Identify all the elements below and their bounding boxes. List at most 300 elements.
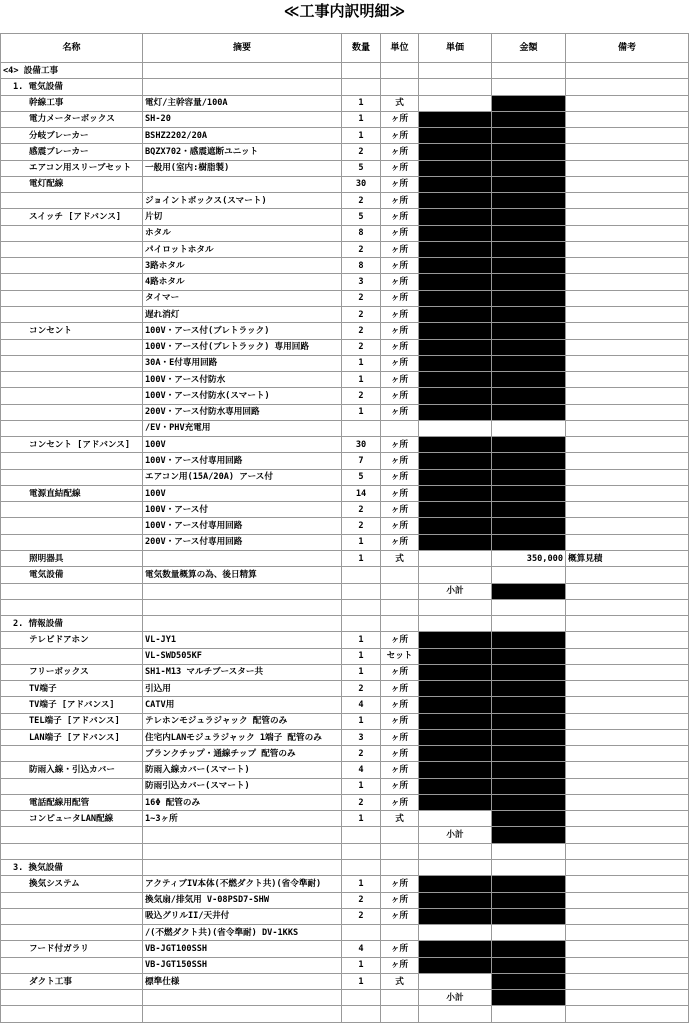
table-row [1, 193, 689, 209]
cell-remarks [566, 193, 689, 209]
table-row [1, 372, 689, 388]
cell-unit [381, 925, 419, 941]
table-row [1, 990, 689, 1006]
cell-remarks [566, 274, 689, 290]
cell-amount [492, 811, 566, 827]
cell-quantity: 2 [342, 339, 381, 355]
cell-name: コンセント [1, 323, 143, 339]
table-row [1, 599, 689, 615]
cell-unit [381, 616, 419, 632]
cell-description: 100V・アース付専用回路 [143, 453, 342, 469]
cell-amount [492, 648, 566, 664]
cell-unit: ヶ所 [381, 485, 419, 501]
cell-amount [492, 225, 566, 241]
cell-unit: ヶ所 [381, 697, 419, 713]
table-row [1, 794, 689, 810]
cell-unit-price [419, 241, 492, 257]
cell-amount [492, 144, 566, 160]
cell-amount [492, 404, 566, 420]
cell-unit: ヶ所 [381, 729, 419, 745]
cell-unit-price [419, 794, 492, 810]
cell-subtotal-label: 小計 [419, 827, 492, 843]
cell-amount [492, 876, 566, 892]
cell-amount [492, 79, 566, 95]
cell-amount [492, 437, 566, 453]
table-row [1, 729, 689, 745]
table-row [1, 144, 689, 160]
cell-unit: ヶ所 [381, 794, 419, 810]
table-row [1, 63, 689, 79]
table-row [1, 79, 689, 95]
cell-amount [492, 518, 566, 534]
cell-remarks [566, 111, 689, 127]
cell-remarks [566, 957, 689, 973]
cell-unit-price [419, 79, 492, 95]
cell-description [143, 599, 342, 615]
cell-unit [381, 79, 419, 95]
cell-amount [492, 95, 566, 111]
cell-description: 3路ホタル [143, 258, 342, 274]
cell-remarks [566, 404, 689, 420]
cell-name: テレビドアホン [1, 632, 143, 648]
cell-quantity: 5 [342, 160, 381, 176]
cell-name [1, 469, 143, 485]
table-row [1, 518, 689, 534]
cell-name [1, 225, 143, 241]
cell-quantity [342, 1006, 381, 1022]
cell-remarks [566, 128, 689, 144]
cell-amount [492, 485, 566, 501]
cell-unit [381, 63, 419, 79]
cell-description [143, 79, 342, 95]
cell-amount [492, 339, 566, 355]
cell-quantity: 2 [342, 794, 381, 810]
cell-unit: ヶ所 [381, 908, 419, 924]
cell-unit: ヶ所 [381, 534, 419, 550]
table-row [1, 746, 689, 762]
cell-amount [492, 762, 566, 778]
table-row [1, 892, 689, 908]
cell-description: 16Φ 配管のみ [143, 794, 342, 810]
cell-unit-price [419, 485, 492, 501]
cell-amount [492, 632, 566, 648]
table-row [1, 908, 689, 924]
cell-quantity: 14 [342, 485, 381, 501]
cell-quantity [342, 827, 381, 843]
cell-name [1, 534, 143, 550]
cell-unit-price [419, 63, 492, 79]
cell-unit-price [419, 957, 492, 973]
table-row [1, 550, 689, 566]
cell-unit-price [419, 811, 492, 827]
cell-remarks [566, 567, 689, 583]
cell-remarks [566, 941, 689, 957]
cell-amount [492, 843, 566, 859]
cell-unit-price [419, 550, 492, 566]
cell-quantity: 2 [342, 681, 381, 697]
cell-name: 電気設備 [1, 567, 143, 583]
cell-remarks [566, 290, 689, 306]
cell-quantity: 3 [342, 729, 381, 745]
cell-remarks [566, 729, 689, 745]
cell-quantity: 1 [342, 957, 381, 973]
cell-quantity: 1 [342, 95, 381, 111]
cell-quantity: 8 [342, 258, 381, 274]
cell-name [1, 827, 143, 843]
cell-amount [492, 1006, 566, 1022]
cell-unit: 式 [381, 95, 419, 111]
cell-description: SH-20 [143, 111, 342, 127]
cell-unit-price [419, 664, 492, 680]
cell-quantity [342, 420, 381, 436]
cell-unit [381, 827, 419, 843]
cell-unit: ヶ所 [381, 111, 419, 127]
cell-description [143, 843, 342, 859]
cell-amount [492, 860, 566, 876]
cell-remarks [566, 827, 689, 843]
table-body [1, 63, 689, 1023]
cell-remarks [566, 518, 689, 534]
cell-name [1, 746, 143, 762]
cell-amount [492, 160, 566, 176]
cell-remarks [566, 583, 689, 599]
cell-description: VL-SWD505KF [143, 648, 342, 664]
cell-amount [492, 128, 566, 144]
cell-description: 100V・アース付 [143, 502, 342, 518]
cell-unit: 式 [381, 550, 419, 566]
cell-unit: ヶ所 [381, 160, 419, 176]
cell-unit [381, 860, 419, 876]
cell-description: 200V・アース付防水専用回路 [143, 404, 342, 420]
cell-unit: ヶ所 [381, 892, 419, 908]
cell-unit: ヶ所 [381, 274, 419, 290]
cell-unit-price [419, 388, 492, 404]
cell-quantity [342, 616, 381, 632]
col-header-unit: 単位 [381, 34, 419, 63]
cell-quantity: 8 [342, 225, 381, 241]
cell-description: 電気数量概算の為、後日精算 [143, 567, 342, 583]
cell-unit-price [419, 372, 492, 388]
cell-quantity: 2 [342, 388, 381, 404]
cell-unit: ヶ所 [381, 128, 419, 144]
cell-quantity: 1 [342, 632, 381, 648]
cell-unit-price [419, 290, 492, 306]
cell-name [1, 404, 143, 420]
cell-unit-price [419, 1006, 492, 1022]
cell-unit: ヶ所 [381, 502, 419, 518]
table-row [1, 111, 689, 127]
cell-remarks [566, 632, 689, 648]
cell-description: 吸込グリルII/天井付 [143, 908, 342, 924]
cell-unit: ヶ所 [381, 388, 419, 404]
cell-name [1, 778, 143, 794]
cell-amount [492, 209, 566, 225]
cell-remarks [566, 746, 689, 762]
cell-description: 片切 [143, 209, 342, 225]
table-row [1, 632, 689, 648]
cell-quantity: 5 [342, 209, 381, 225]
cell-unit: ヶ所 [381, 241, 419, 257]
cell-remarks [566, 681, 689, 697]
cell-unit-price [419, 420, 492, 436]
cell-remarks [566, 339, 689, 355]
cell-quantity [342, 599, 381, 615]
cell-quantity: 4 [342, 762, 381, 778]
cell-description: パイロットホタル [143, 241, 342, 257]
table-row [1, 453, 689, 469]
cell-unit: ヶ所 [381, 664, 419, 680]
table-row [1, 778, 689, 794]
estimate-table [0, 33, 689, 1023]
cell-unit-price [419, 746, 492, 762]
col-header-description: 摘要 [143, 34, 342, 63]
cell-remarks [566, 355, 689, 371]
cell-unit: ヶ所 [381, 876, 419, 892]
cell-name: フード付ガラリ [1, 941, 143, 957]
cell-unit-price [419, 225, 492, 241]
cell-name: 照明器具 [1, 550, 143, 566]
cell-name [1, 290, 143, 306]
cell-unit-price [419, 306, 492, 322]
cell-remarks [566, 1006, 689, 1022]
cell-remarks [566, 225, 689, 241]
cell-unit-price [419, 860, 492, 876]
cell-unit-price [419, 713, 492, 729]
cell-name: 電力メーターボックス [1, 111, 143, 127]
cell-amount [492, 957, 566, 973]
cell-amount [492, 193, 566, 209]
cell-unit-price [419, 762, 492, 778]
cell-remarks [566, 241, 689, 257]
cell-description: VL-JY1 [143, 632, 342, 648]
cell-description: 引込用 [143, 681, 342, 697]
cell-name [1, 502, 143, 518]
cell-unit-price [419, 193, 492, 209]
cell-name [1, 274, 143, 290]
cell-quantity: 1 [342, 713, 381, 729]
cell-name [1, 843, 143, 859]
cell-description: SH1-M13 マルチブースター共 [143, 664, 342, 680]
table-row [1, 957, 689, 973]
table-row [1, 485, 689, 501]
cell-description: 200V・アース付専用回路 [143, 534, 342, 550]
cell-unit-price [419, 502, 492, 518]
cell-description [143, 583, 342, 599]
cell-unit-price [419, 616, 492, 632]
cell-name [1, 339, 143, 355]
table-row [1, 128, 689, 144]
cell-unit [381, 567, 419, 583]
cell-unit: ヶ所 [381, 372, 419, 388]
cell-remarks [566, 437, 689, 453]
cell-description: 換気扇/排気用 V-08PSD7-SHW [143, 892, 342, 908]
cell-description: 100V・アース付防水(スマート) [143, 388, 342, 404]
cell-unit-price [419, 95, 492, 111]
cell-unit-price [419, 892, 492, 908]
cell-remarks [566, 306, 689, 322]
cell-unit: ヶ所 [381, 746, 419, 762]
cell-remarks [566, 648, 689, 664]
cell-unit-price [419, 925, 492, 941]
cell-amount [492, 306, 566, 322]
cell-amount [492, 729, 566, 745]
table-row [1, 843, 689, 859]
cell-amount [492, 111, 566, 127]
cell-name: <4> 設備工事 [1, 63, 143, 79]
cell-quantity: 2 [342, 144, 381, 160]
table-row [1, 973, 689, 989]
cell-unit [381, 583, 419, 599]
cell-description: /EV・PHV充電用 [143, 420, 342, 436]
cell-remarks [566, 925, 689, 941]
col-header-name: 名称 [1, 34, 143, 63]
cell-quantity: 4 [342, 697, 381, 713]
cell-quantity [342, 79, 381, 95]
cell-description: CATV用 [143, 697, 342, 713]
cell-remarks [566, 502, 689, 518]
cell-description: 100V [143, 485, 342, 501]
cell-unit-price [419, 339, 492, 355]
cell-amount [492, 567, 566, 583]
cell-unit-price [419, 453, 492, 469]
cell-unit: ヶ所 [381, 355, 419, 371]
cell-unit-price [419, 404, 492, 420]
cell-remarks [566, 973, 689, 989]
cell-remarks [566, 697, 689, 713]
cell-name [1, 193, 143, 209]
cell-name [1, 453, 143, 469]
cell-name [1, 990, 143, 1006]
table-row [1, 437, 689, 453]
cell-quantity: 1 [342, 372, 381, 388]
cell-amount [492, 616, 566, 632]
header-row [1, 34, 689, 63]
cell-name [1, 648, 143, 664]
cell-quantity: 1 [342, 128, 381, 144]
cell-quantity: 1 [342, 355, 381, 371]
cell-name [1, 908, 143, 924]
cell-quantity: 1 [342, 876, 381, 892]
cell-unit-price [419, 534, 492, 550]
cell-quantity: 5 [342, 469, 381, 485]
cell-description [143, 176, 342, 192]
cell-remarks [566, 63, 689, 79]
cell-unit-price [419, 567, 492, 583]
cell-quantity: 2 [342, 502, 381, 518]
cell-name: 防雨入線・引込カバー [1, 762, 143, 778]
cell-amount [492, 681, 566, 697]
cell-amount: 350,000 [492, 550, 566, 566]
cell-description: VB-JGT150SSH [143, 957, 342, 973]
cell-unit-price [419, 908, 492, 924]
cell-unit-price [419, 876, 492, 892]
cell-description: 100V・アース付(ブレトラック) 専用回路 [143, 339, 342, 355]
cell-remarks [566, 762, 689, 778]
cell-remarks [566, 79, 689, 95]
cell-description: VB-JGT100SSH [143, 941, 342, 957]
table-row [1, 306, 689, 322]
cell-amount [492, 534, 566, 550]
cell-description [143, 616, 342, 632]
cell-quantity: 1 [342, 973, 381, 989]
cell-unit-price [419, 258, 492, 274]
cell-quantity: 4 [342, 941, 381, 957]
cell-unit: 式 [381, 973, 419, 989]
cell-quantity: 1 [342, 778, 381, 794]
cell-name: 換気システム [1, 876, 143, 892]
cell-description [143, 990, 342, 1006]
cell-unit-price [419, 160, 492, 176]
table-row [1, 762, 689, 778]
table-row [1, 225, 689, 241]
cell-description: 30A・E付専用回路 [143, 355, 342, 371]
cell-remarks [566, 534, 689, 550]
cell-quantity: 2 [342, 241, 381, 257]
col-header-remarks: 備考 [566, 34, 689, 63]
cell-name [1, 241, 143, 257]
cell-unit [381, 420, 419, 436]
table-row [1, 274, 689, 290]
col-header-unit-price: 単価 [419, 34, 492, 63]
table-row [1, 583, 689, 599]
cell-name [1, 518, 143, 534]
table-row [1, 241, 689, 257]
cell-amount [492, 469, 566, 485]
table-row [1, 502, 689, 518]
table-row [1, 664, 689, 680]
cell-unit: ヶ所 [381, 762, 419, 778]
cell-name: 電源直結配線 [1, 485, 143, 501]
cell-amount [492, 63, 566, 79]
cell-amount [492, 697, 566, 713]
table-row [1, 323, 689, 339]
cell-description: 電灯/主幹容量/100A [143, 95, 342, 111]
table-row [1, 176, 689, 192]
cell-quantity: 1 [342, 648, 381, 664]
cell-description: ホタル [143, 225, 342, 241]
col-header-amount: 金額 [492, 34, 566, 63]
cell-remarks [566, 388, 689, 404]
cell-unit: ヶ所 [381, 339, 419, 355]
cell-name [1, 599, 143, 615]
table-row [1, 469, 689, 485]
cell-remarks [566, 892, 689, 908]
table-row [1, 925, 689, 941]
table-row [1, 420, 689, 436]
cell-quantity: 1 [342, 111, 381, 127]
cell-unit: ヶ所 [381, 225, 419, 241]
cell-quantity: 2 [342, 746, 381, 762]
cell-description: /(不燃ダクト共)(省令準耐) DV-1KKS [143, 925, 342, 941]
cell-name: 幹線工事 [1, 95, 143, 111]
cell-quantity: 2 [342, 908, 381, 924]
cell-name [1, 925, 143, 941]
cell-name: ダクト工事 [1, 973, 143, 989]
cell-unit: ヶ所 [381, 632, 419, 648]
cell-unit: ヶ所 [381, 469, 419, 485]
cell-remarks [566, 908, 689, 924]
cell-quantity [342, 860, 381, 876]
cell-description: アクティブIV本体(不燃ダクト共)(省令準耐) [143, 876, 342, 892]
cell-description: 100V・アース付(ブレトラック) [143, 323, 342, 339]
cell-remarks [566, 160, 689, 176]
cell-remarks [566, 372, 689, 388]
table-row [1, 860, 689, 876]
cell-unit [381, 843, 419, 859]
cell-remarks [566, 713, 689, 729]
cell-unit-price [419, 518, 492, 534]
cell-unit: ヶ所 [381, 209, 419, 225]
